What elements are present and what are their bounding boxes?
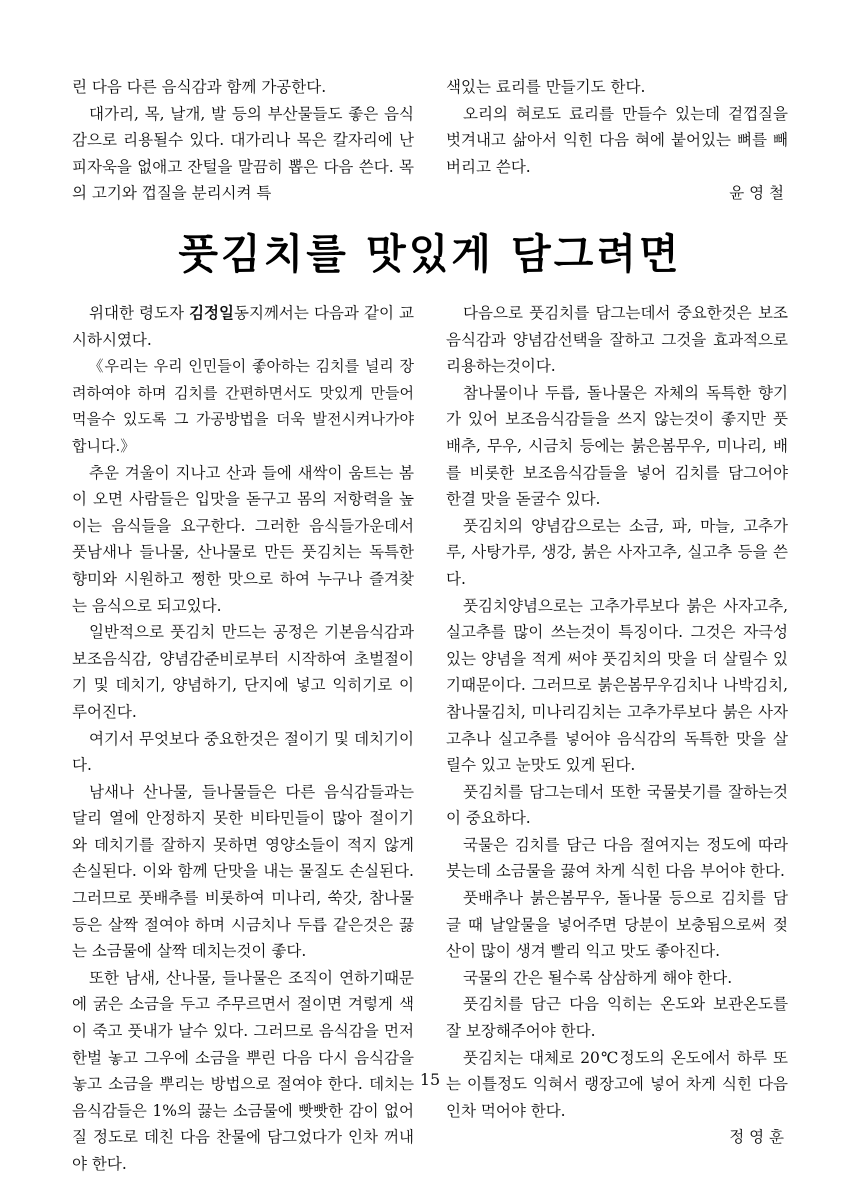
article-author: 정 영 훈: [729, 1128, 784, 1147]
right-paragraph-1: 다음으로 풋김치를 담그는데서 중요한것은 보조음식감과 양념감선택을 잘하고 그것을 효과적으로 리용하는것이다.: [446, 304, 788, 376]
top-left-paragraph-2: 대가리, 목, 날개, 발 등의 부산물들도 좋은 음식감으로 리용될수 있다. 대가리나 목은 칼자리에 난 피자욱을 없애고 잔털을 말끔히 뽑은 다음 쓴다. 목의 고기와 껍질을 분리시켜 특: [72, 104, 414, 203]
right-paragraph-7: 풋배추나 붉은봄무우, 돌나물 등으로 김치를 담글 때 날알물을 넣어주면 당분이 보충됨으로써 젖산이 많이 생겨 빨리 익고 맛도 좋아진다.: [446, 889, 788, 961]
top-right-paragraph-1: 색있는 료리를 만들기도 한다.: [446, 78, 646, 96]
left-paragraph-5: 또한 남새, 산나물, 들나물은 조직이 연하기때문에 굵은 소금을 두고 주무르면서 절이면 겨렇게 색이 죽고 풋내가 날수 있다. 그러므로 음식감을 먼저 한벌 놓고 그우에 소금을 뿌린 다음 다시 음식감을 놓고 소금을 뿌리는 방법으로 절여야 한다. 데치는 음식감들은 1%의 끓는 소금물에 빳빳한 감이 없어질 정도로 데친 다음 찬물에 담그었다가 인차 꺼내야 한다.: [72, 968, 414, 1173]
right-paragraph-8: 국물의 간은 될수록 삼삼하게 해야 한다.: [463, 968, 733, 987]
left-paragraph-2: 일반적으로 풋김치 만드는 공정은 기본음식감과 보조음식감, 양념감준비로부터 시작하여 초벌절이기 및 데치기, 양념하기, 단지에 넣고 익히기로 이루어진다.: [72, 623, 414, 721]
right-paragraph-4: 풋김치양념으로는 고추가루보다 붉은 사자고추, 실고추를 많이 쓰는것이 특징이다. 그것은 자극성있는 양념을 적게 써야 풋김치의 맛을 더 살릴수 있기때문이다. 그러므로 붉은봄무우김치나 나박김치, 참나물김치, 미나리김치는 고추가루보다 붉은 사자고추나 실고추를 넣어야 음식감의 독특한 맛을 살릴수 있고 눈맛도 있게 된다.: [446, 596, 788, 775]
right-paragraph-9: 풋김치를 담근 다음 익히는 온도와 보관온도를 잘 보장해주어야 한다.: [446, 995, 788, 1041]
top-right-paragraph-2: 오리의 혀로도 료리를 만들수 있는데 겉껍질을 벗겨내고 삶아서 익힌 다음 혀에 붙어있는 뼈를 빼버리고 쓴다.: [446, 104, 788, 176]
article-left-column: [72, 300, 414, 1178]
article-title: 풋김치를 맛있게 담그려면: [178, 230, 682, 278]
top-left-paragraph-1: 린 다음 다른 음식감과 함께 가공한다.: [72, 78, 327, 96]
top-article-left-column: [72, 74, 414, 207]
right-paragraph-5: 풋김치를 담그는데서 또한 국물붓기를 잘하는것이 중요하다.: [446, 782, 788, 828]
leader-name: 김정일: [189, 304, 234, 322]
page-number: 15: [419, 1070, 441, 1089]
right-paragraph-3: 풋김치의 양념감으로는 소금, 파, 마늘, 고추가루, 사탕가루, 생강, 붉은 사자고추, 실고추 등을 쓴다.: [446, 516, 788, 588]
left-paragraph-1: 추운 겨울이 지나고 산과 들에 새싹이 움트는 봄이 오면 사람들은 입맛을 돋구고 몸의 저항력을 높이는 음식들을 요구한다. 그러한 음식들가운데서 풋남새나 들나물, 산나물로 만든 풋김치는 독특한 향미와 시원하고 쩡한 맛으로 하여 누구나 즐겨찾는 음식으로 되고있다.: [72, 463, 414, 615]
right-paragraph-2: 참나물이나 두릅, 돌나물은 자체의 독특한 향기가 있어 보조음식감들을 쓰지 않는것이 좋지만 풋배추, 무우, 시금치 등에는 붉은봄무우, 미나리, 배를 비롯한 보조음식감들을 넣어 김치를 담그어야 한결 맛을 돋굴수 있다.: [446, 383, 788, 509]
quote-paragraph: 《우리는 우리 인민들이 좋아하는 김치를 널리 장려하여야 하며 김치를 간편하면서도 맛있게 만들어먹을수 있도록 그 가공방법을 더욱 발전시켜나가야 합니다.》: [72, 357, 414, 455]
top-article-author: 윤 영 철: [729, 184, 784, 203]
right-paragraph-6: 국물은 김치를 담근 다음 절여지는 정도에 따라 붓는데 소금물을 끓여 차게 식힌 다음 부어야 한다.: [446, 835, 788, 881]
right-paragraph-10: 풋김치는 대체로 20℃정도의 온도에서 하루 또는 이틀정도 익혀서 랭장고에 넣어 차게 식힌 다음 인차 먹어야 한다.: [446, 1048, 788, 1120]
intro-before-text: 위대한 령도자: [89, 304, 190, 322]
left-paragraph-4: 남새나 산나물, 들나물들은 다른 음식감들과는 달리 열에 안정하지 못한 비타민들이 많아 절이기와 데치기를 잘하지 못하면 영양소들이 적지 않게 손실된다. 이와 함께 단맛을 내는 물질도 손실된다. 그러므로 풋배추를 비롯하여 미나리, 쑥갓, 참나물 등은 살짝 절여야 하며 시금치나 두릅 같은것은 끓는 소금물에 살짝 데치는것이 좋다.: [72, 782, 414, 961]
intro-after-text: 동지께서는 다음과 같이 교시하시였다.: [72, 304, 414, 349]
left-paragraph-3: 여기서 무엇보다 중요한것은 절이기 및 데치기이다.: [72, 729, 414, 775]
top-article-right-column: [446, 74, 788, 207]
article-right-column: [446, 300, 788, 1151]
intro-paragraph: [72, 300, 414, 353]
